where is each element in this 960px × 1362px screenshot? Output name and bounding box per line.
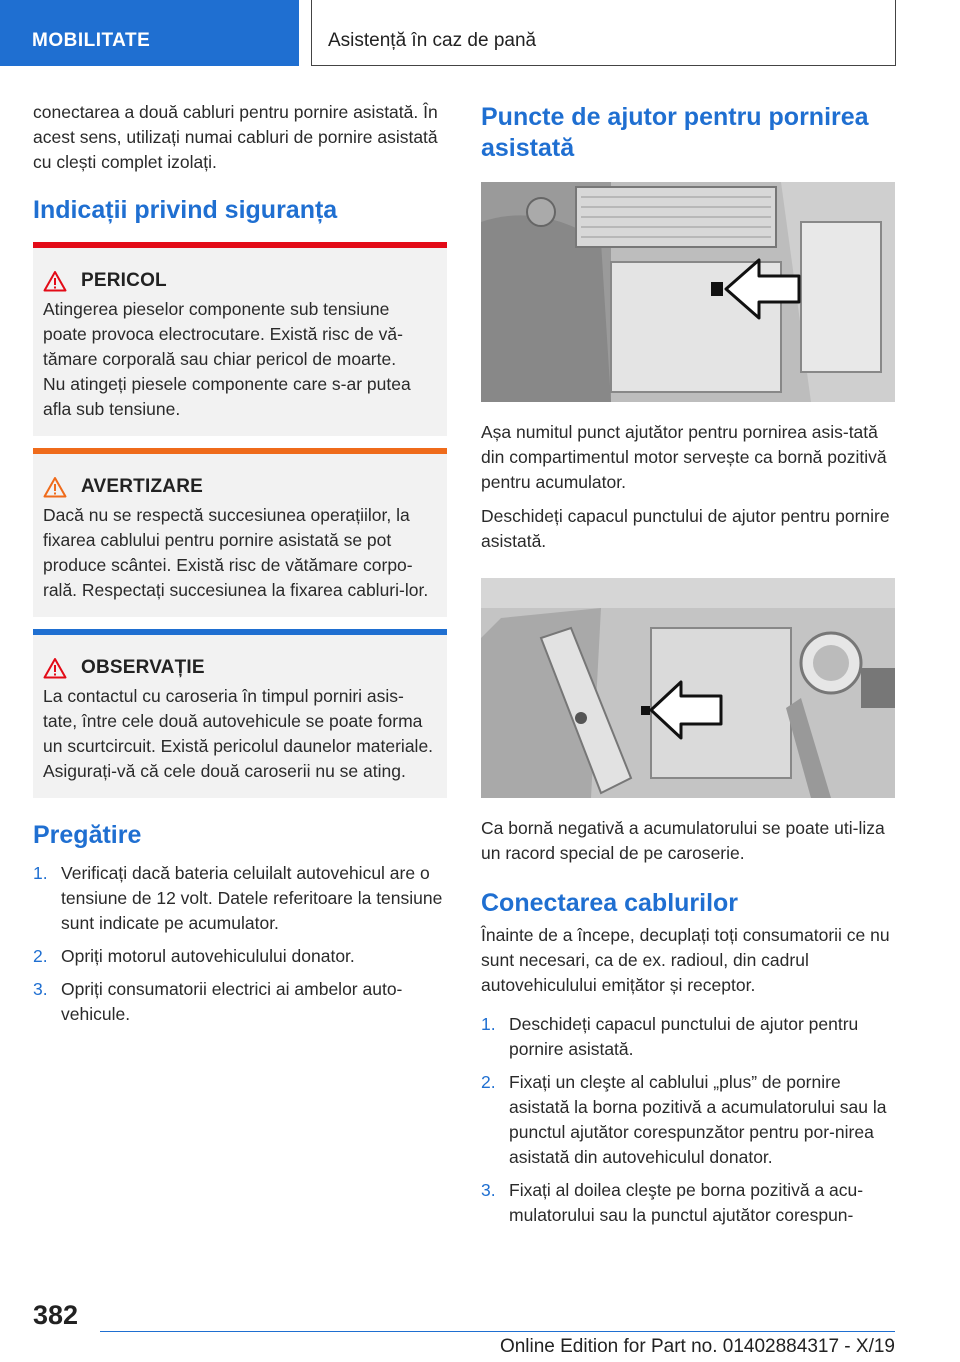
warning-text: Dacă nu se respectă succesiunea operațiilor, la fixarea cablului pentru pornire asistată se pot produce scântei. Există risc de vătămare corpo-rală. Respectați succesiunea la fixarea cabluri-lor. [43,505,429,600]
jump-start-heading: Puncte de ajutor pentru pornirea asistată [481,103,869,162]
warning-title: AVERTIZARE [81,476,203,497]
danger-text-1: Atingerea pieselor componente sub tensiune poate provoca electrocutare. Există risc de vă-tămare corporală sau chiar pericol de moarte. [43,299,403,369]
engine-photo-positive [481,182,895,402]
notice-title: OBSERVAȚIE [81,657,205,678]
danger-title: PERICOL [81,270,167,291]
connect-heading: Conectarea cablurilor [481,889,739,917]
danger-box [33,242,447,436]
list-item: 3. Opriți consumatorii electrici ai ambelor auto-vehicule. [33,979,403,1024]
list-item: 1. Deschideți capacul punctului de ajutor pentru pornire asistată. [481,1014,859,1059]
left-column [33,100,447,1035]
list-item: 1. Verificați dacă bateria celuilalt autovehicul are o tensiune de 12 volt. Datele referitoare la tensiune sunt indicate pe acumulator. [33,863,443,933]
prep-heading: Pregătire [33,821,142,849]
list-item: 2. Fixați un cleşte al cablului „plus” de pornire asistată la borna pozitivă a acumulatorului sau la punctul ajutător corespunzător pentru por-nirea asistată din autovehiculul donator. [481,1072,887,1167]
safety-heading: Indicații privind siguranța [33,196,338,224]
notice-text: La contactul cu caroseria în timpul porniri asis-tate, între cele două autovehicule se poate forma un scurtcircuit. Există pericolul daunelor materiale. Asigurați-vă că cele două caroserii nu se ating. [43,686,434,781]
danger-text-2: Nu atingeți piesele componente care s-ar putea afla sub tensiune. [43,374,411,419]
warning-triangle-icon [43,476,67,498]
right-column [481,102,895,1236]
jump-paragraph-1: Așa numitul punct ajutător pentru pornirea asis-tată din compartimentul motor servește ca bornă pozitivă pentru acumulator. [481,422,887,492]
notice-box [33,629,447,798]
connect-steps [481,1012,895,1228]
page-number: 382 [33,1300,79,1330]
jump-paragraph-2: Deschideți capacul punctului de ajutor pentru pornire asistată. [481,506,890,551]
edition-note: Online Edition for Part no. 01402884317 - X/19 [499,1336,895,1357]
footer-divider [100,1331,895,1332]
section-tab: MOBILITATE [0,0,299,66]
page-header [0,0,960,66]
warning-box [33,448,447,617]
intro-paragraph: conectarea a două cabluri pentru pornire asistată. În acest sens, utilizați numai cabluri de pornire asistată cu clești complet izolați. [33,102,438,172]
list-item: 2. Opriți motorul autovehiculului donator. [33,946,355,966]
warning-triangle-icon [43,657,67,679]
chapter-title: Asistență în caz de pană [311,0,896,66]
prep-steps [33,861,447,1027]
ground-paragraph: Ca bornă negativă a acumulatorului se poate uti-liza un racord special de pe caroserie. [481,818,885,863]
list-item: 3. Fixați al doilea cleşte pe borna pozitivă a acu-mulatorului sau la punctul ajutător corespun- [481,1180,864,1225]
connect-intro: Înainte de a începe, decuplați toți consumatorii ce nu sunt necesari, ca de ex. radioul, din cadrul autovehiculului emițător și receptor. [481,925,890,995]
warning-triangle-icon [43,270,67,292]
engine-photo-ground [481,578,895,798]
